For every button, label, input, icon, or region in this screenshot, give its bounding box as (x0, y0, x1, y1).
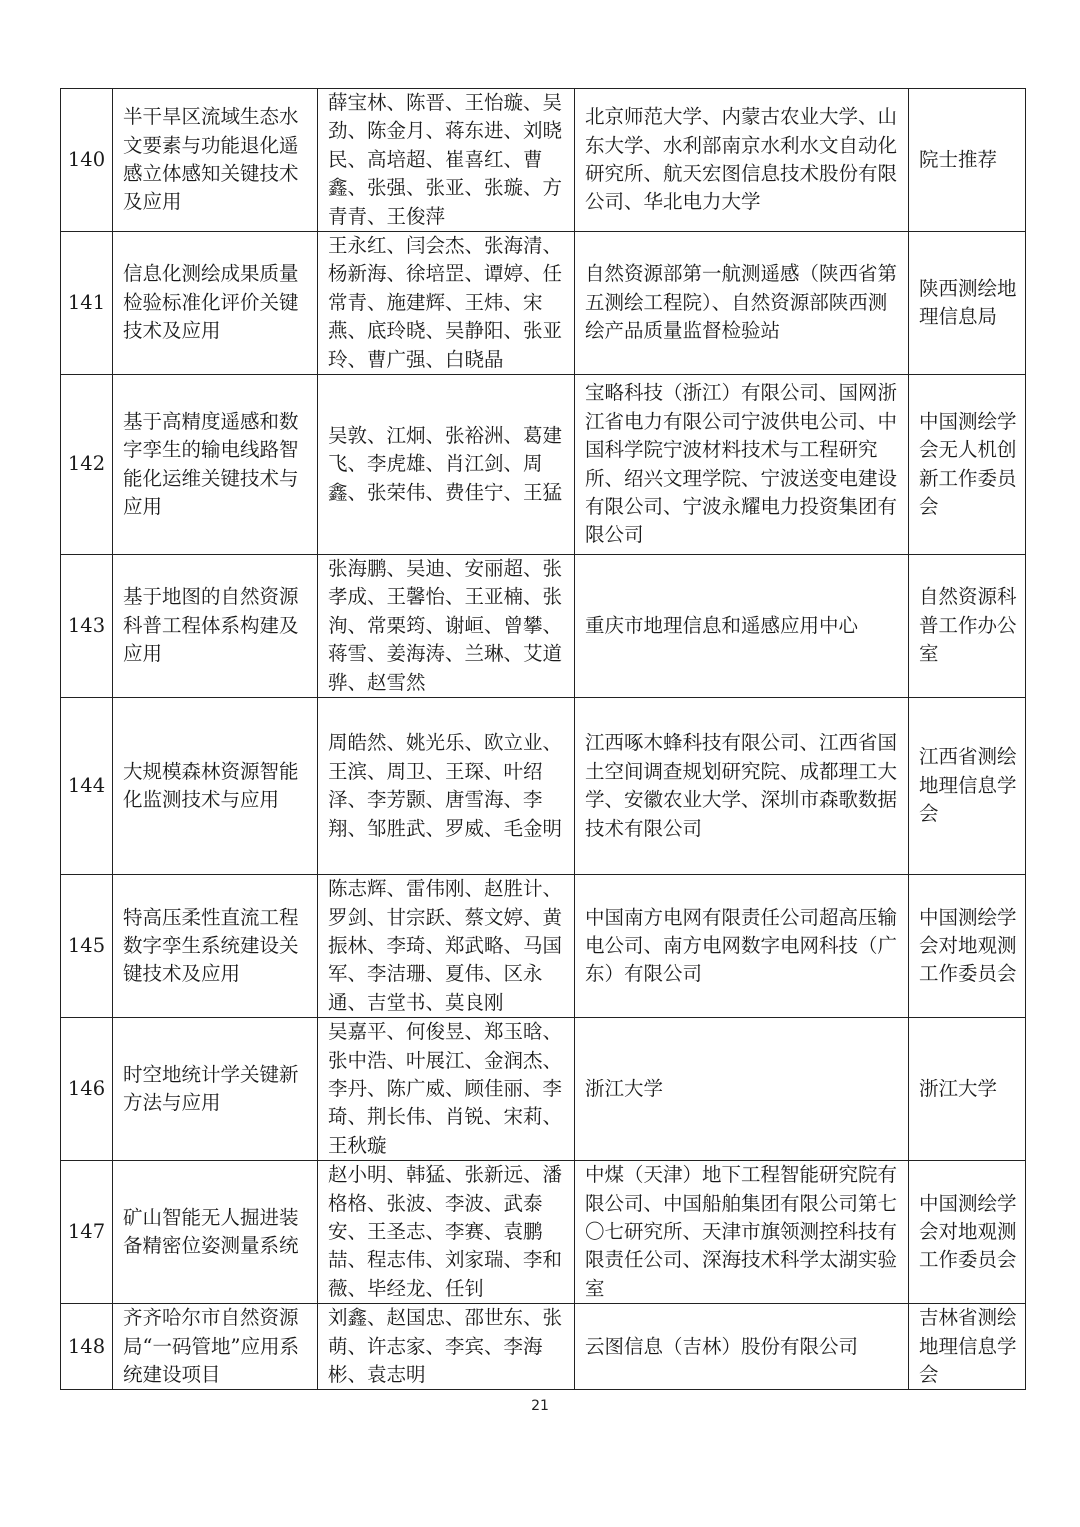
project-title: 基于高精度遥感和数字孪生的输电线路智能化运维关键技术与应用 (113, 375, 318, 555)
table-row (61, 1018, 1026, 1161)
nominator: 中国测绘学会对地观测工作委员会 (909, 1161, 1026, 1304)
row-number: 142 (61, 375, 113, 555)
row-number: 140 (61, 89, 113, 232)
team-members: 吴敦、江炯、张裕洲、葛建飞、李虎雄、肖江剑、周鑫、张荣伟、费佳宁、王猛 (318, 375, 575, 555)
institutions: 江西啄木蜂科技有限公司、江西省国土空间调查规划研究院、成都理工大学、安徽农业大学、深圳市森歌数据技术有限公司 (575, 698, 909, 875)
team-members: 张海鹏、吴迪、安丽超、张孝成、王馨怡、王亚楠、张洵、常栗筠、谢峘、曾攀、蒋雪、姜海涛、兰琳、艾道骅、赵雪然 (318, 555, 575, 698)
project-title: 齐齐哈尔市自然资源局“一码管地”应用系统建设项目 (113, 1304, 318, 1390)
table-row (61, 375, 1026, 555)
institutions: 自然资源部第一航测遥感（陕西省第五测绘工程院）、自然资源部陕西测绘产品质量监督检验站 (575, 232, 909, 375)
nominator: 吉林省测绘地理信息学会 (909, 1304, 1026, 1390)
project-title: 大规模森林资源智能化监测技术与应用 (113, 698, 318, 875)
team-members: 周皓然、姚光乐、欧立业、王滨、周卫、王琛、叶绍泽、李芳颢、唐雪海、李翔、邹胜武、罗威、毛金明 (318, 698, 575, 875)
table-row (61, 1161, 1026, 1304)
team-members: 刘鑫、赵国忠、邵世东、张萌、许志家、李宾、李海彬、袁志明 (318, 1304, 575, 1390)
institutions: 云图信息（吉林）股份有限公司 (575, 1304, 909, 1390)
nominator: 自然资源科普工作办公室 (909, 555, 1026, 698)
team-members: 薛宝林、陈晋、王怡璇、吴劲、陈金月、蒋东进、刘晓民、高培超、崔喜红、曹鑫、张强、张亚、张璇、方青青、王俊萍 (318, 89, 575, 232)
table-row (61, 1304, 1026, 1390)
table-row (61, 89, 1026, 232)
row-number: 145 (61, 875, 113, 1018)
nominator: 中国测绘学会对地观测工作委员会 (909, 875, 1026, 1018)
project-title: 信息化测绘成果质量检验标准化评价关键技术及应用 (113, 232, 318, 375)
nominator: 陕西测绘地理信息局 (909, 232, 1026, 375)
row-number: 141 (61, 232, 113, 375)
nominator: 浙江大学 (909, 1018, 1026, 1161)
table-row (61, 875, 1026, 1018)
project-title: 特高压柔性直流工程数字孪生系统建设关键技术及应用 (113, 875, 318, 1018)
team-members: 吴嘉平、何俊昱、郑玉晗、张中浩、叶展江、金润杰、李丹、陈广威、顾佳丽、李琦、荆长伟、肖锐、宋莉、王秋璇 (318, 1018, 575, 1161)
project-title: 基于地图的自然资源科普工程体系构建及应用 (113, 555, 318, 698)
project-title: 半干旱区流域生态水文要素与功能退化遥感立体感知关键技术及应用 (113, 89, 318, 232)
team-members: 陈志辉、雷伟刚、赵胜计、罗剑、甘宗跃、蔡文婷、黄振林、李琦、郑武略、马国军、李洁珊、夏伟、区永通、吉堂书、莫良刚 (318, 875, 575, 1018)
row-number: 148 (61, 1304, 113, 1390)
row-number: 146 (61, 1018, 113, 1161)
institutions: 中煤（天津）地下工程智能研究院有限公司、中国船舶集团有限公司第七〇七研究所、天津市旗领测控科技有限责任公司、深海技术科学太湖实验室 (575, 1161, 909, 1304)
awards-table (60, 88, 1026, 1390)
nominator: 江西省测绘地理信息学会 (909, 698, 1026, 875)
project-title: 矿山智能无人掘进装备精密位姿测量系统 (113, 1161, 318, 1304)
row-number: 144 (61, 698, 113, 875)
project-title: 时空地统计学关键新方法与应用 (113, 1018, 318, 1161)
table-row (61, 232, 1026, 375)
team-members: 王永红、闫会杰、张海清、杨新海、徐培罡、谭婷、任常青、施建辉、王炜、宋燕、底玲晓、吴静阳、张亚玲、曹广强、白晓晶 (318, 232, 575, 375)
institutions: 北京师范大学、内蒙古农业大学、山东大学、水利部南京水利水文自动化研究所、航天宏图信息技术股份有限公司、华北电力大学 (575, 89, 909, 232)
table-row (61, 555, 1026, 698)
institutions: 中国南方电网有限责任公司超高压输电公司、南方电网数字电网科技（广东）有限公司 (575, 875, 909, 1018)
row-number: 147 (61, 1161, 113, 1304)
nominator: 院士推荐 (909, 89, 1026, 232)
institutions: 宝略科技（浙江）有限公司、国网浙江省电力有限公司宁波供电公司、中国科学院宁波材料技术与工程研究所、绍兴文理学院、宁波送变电建设有限公司、宁波永耀电力投资集团有限公司 (575, 375, 909, 555)
row-number: 143 (61, 555, 113, 698)
institutions: 浙江大学 (575, 1018, 909, 1161)
page-number: 21 (531, 1398, 549, 1414)
team-members: 赵小明、韩猛、张新远、潘格格、张波、李波、武泰安、王圣志、李赛、袁鹏喆、程志伟、刘家瑞、李和薇、毕经龙、任钊 (318, 1161, 575, 1304)
table-row (61, 698, 1026, 875)
nominator: 中国测绘学会无人机创新工作委员会 (909, 375, 1026, 555)
institutions: 重庆市地理信息和遥感应用中心 (575, 555, 909, 698)
